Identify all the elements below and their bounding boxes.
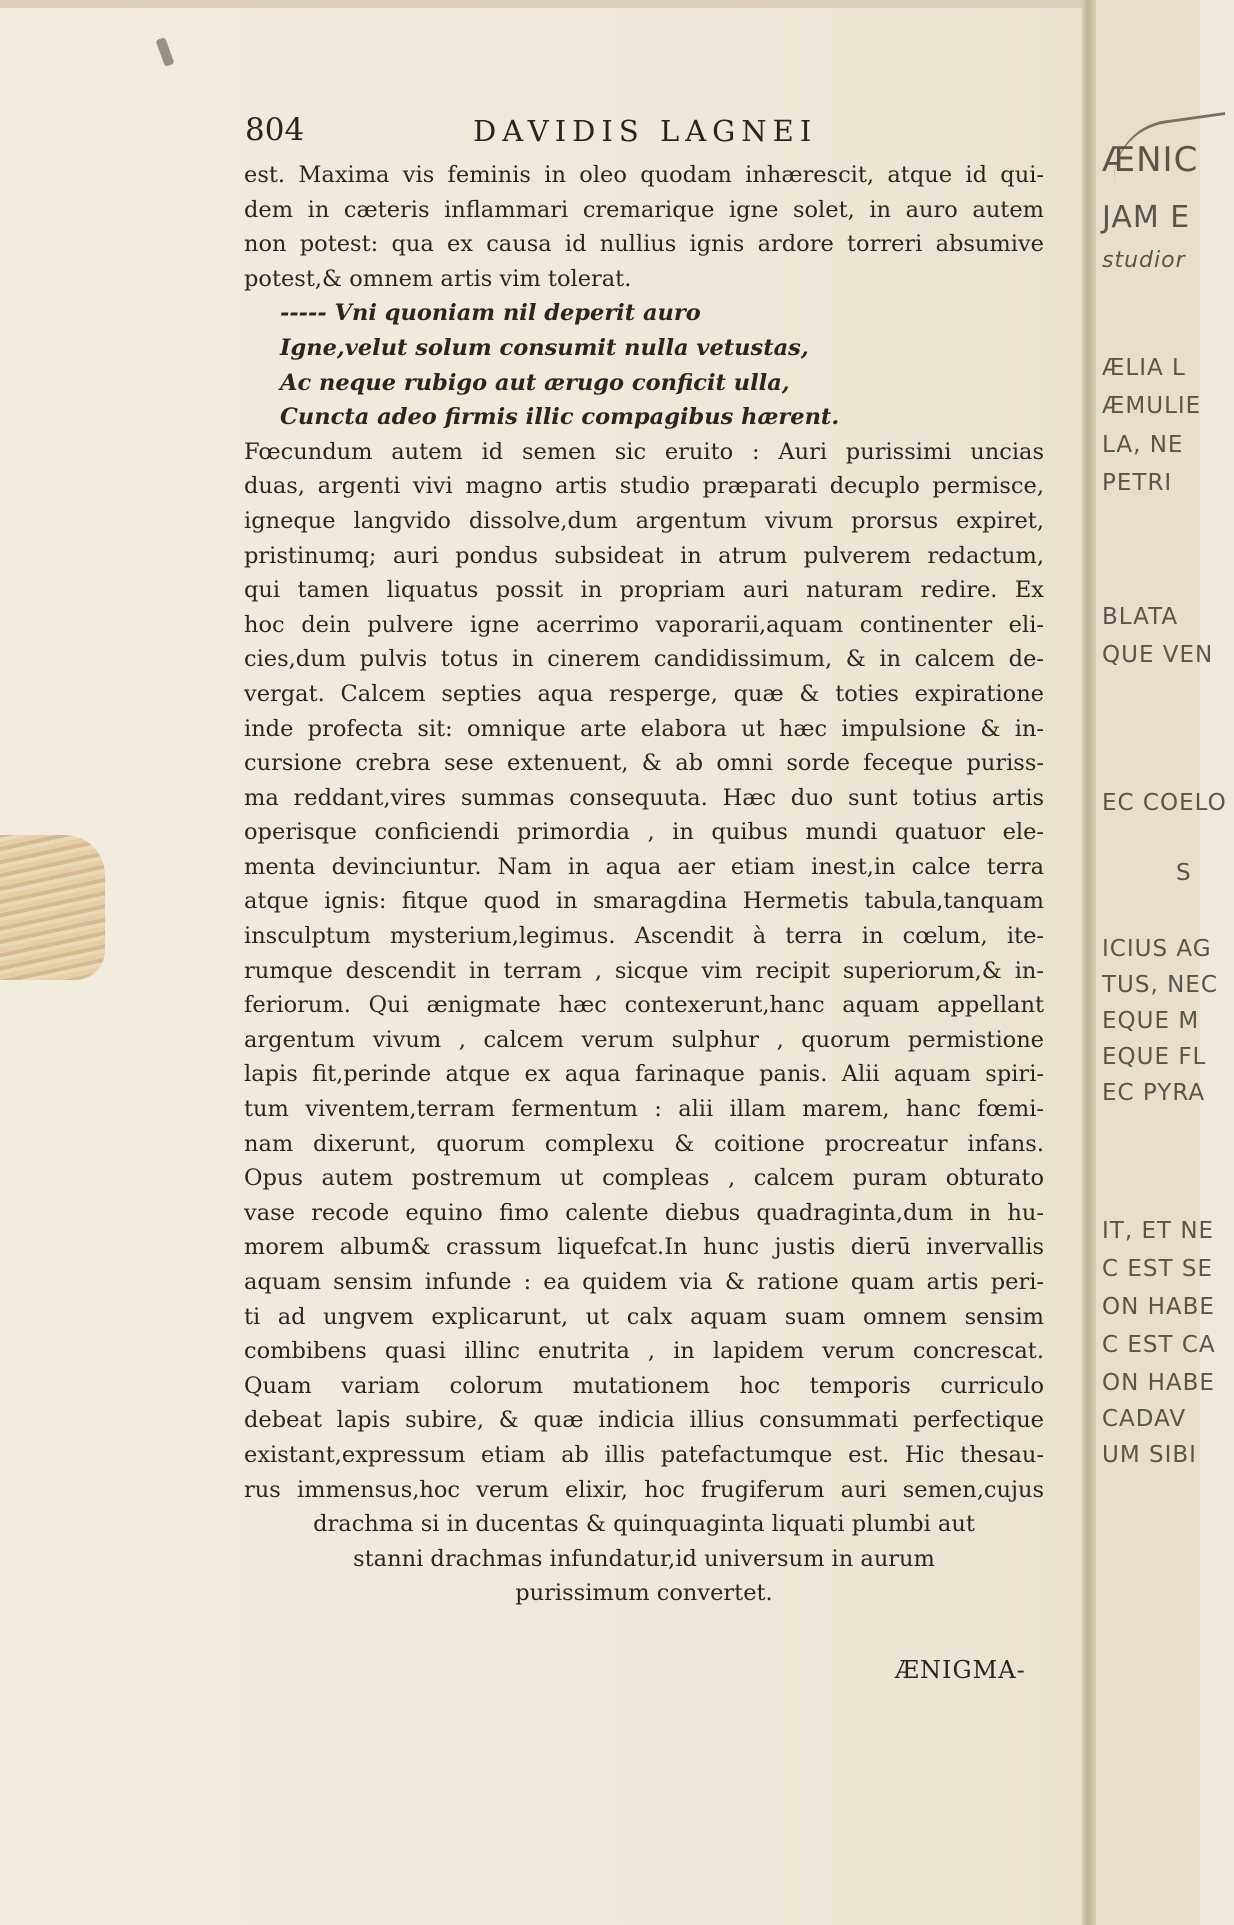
facing-page-line: QUE VEN — [1102, 642, 1214, 668]
running-head: DAVIDIS LAGNEI — [473, 114, 818, 148]
text-line: vase recode equino fimo calente diebus quadraginta,dum in hu- — [244, 1199, 1044, 1226]
text-line: Quam variam colorum mutationem hoc temporis curriculo — [244, 1372, 1044, 1399]
facing-page-line: PETRI — [1102, 470, 1173, 496]
verse-line: Cuncta adeo firmis illic compagibus hærent. — [280, 404, 840, 431]
facing-page-line: ON HABE — [1102, 1370, 1215, 1396]
facing-page-line: ICIUS AG — [1102, 936, 1212, 962]
text-line: nam dixerunt, quorum complexu & coitione procreatur infans. — [244, 1130, 1044, 1157]
text-line: est. Maxima vis feminis in oleo quodam inhærescit, atque id qui- — [244, 162, 1044, 188]
paper-bookmark — [0, 835, 105, 980]
facing-page-line: UM SIBI — [1102, 1442, 1197, 1468]
text-line: menta devinciuntur. Nam in aqua aer etiam inest,in calce terra — [244, 853, 1044, 880]
text-line: vergat. Calcem septies aqua resperge, quæ & toties expiratione — [244, 680, 1044, 707]
text-line: aquam sensim infunde : ea quidem via & ratione quam artis peri- — [244, 1269, 1044, 1295]
text-line: tum viventem,terram fermentum : alii illam marem, hanc fœmi- — [244, 1096, 1044, 1123]
text-line: dem in cæteris inflammari cremarique igne solet, in auro autem — [244, 196, 1044, 223]
page-header — [245, 112, 1045, 154]
catchword: ÆNIGMA- — [895, 1656, 1026, 1684]
text-line: drachma si in ducentas & quinquaginta liquati plumbi aut — [313, 1511, 975, 1538]
text-line: Fœcundum autem id semen sic eruito : Auri purissimi uncias — [244, 438, 1044, 465]
page-number: 804 — [245, 112, 305, 148]
text-line: operisque conficiendi primordia , in quibus mundi quatuor ele- — [244, 819, 1044, 846]
facing-page-line: EC COELO — [1102, 790, 1227, 816]
facing-page — [1096, 0, 1227, 1925]
text-line: rus immensus,hoc verum elixir, hoc frugiferum auri semen,cujus — [244, 1476, 1044, 1503]
text-line: lapis fit,perinde atque ex aqua farinaque panis. Alii aquam spiri- — [244, 1061, 1044, 1088]
text-line: existant,expressum etiam ab illis patefactumque est. Hic thesau- — [244, 1441, 1044, 1468]
text-line: argentum vivum , calcem verum sulphur , quorum permistione — [244, 1026, 1044, 1053]
text-line: ti ad ungvem explicarunt, ut calx aquam suam omnem sensim — [244, 1303, 1044, 1330]
text-line: igneque langvido dissolve,dum argentum vivum prorsus expiret, — [244, 507, 1044, 534]
top-edge — [0, 0, 1200, 8]
facing-page-line: ÆMULIE — [1102, 393, 1202, 419]
text-line: pristinumq; auri pondus subsideat in atrum pulverem redactum, — [244, 542, 1044, 569]
text-line: atque ignis: fitque quod in smaragdina Hermetis tabula,tanquam — [244, 888, 1044, 915]
facing-page-line: ÆLIA L — [1102, 355, 1186, 381]
text-line: inde profecta sit: omnique arte elabora ut hæc impulsione & in- — [244, 715, 1044, 742]
text-line: Opus autem postremum ut compleas , calcem puram obturato — [244, 1165, 1044, 1192]
facing-page-line: LA, NE — [1102, 432, 1184, 458]
facing-page-line: EQUE M — [1102, 1008, 1200, 1034]
text-line: purissimum convertet. — [515, 1580, 773, 1607]
text-line: rumque descendit in terram , sicque vim recipit superiorum,& in- — [244, 957, 1044, 984]
verse-line: Igne,velut solum consumit nulla vetustas, — [280, 334, 809, 361]
text-line: debeat lapis subire, & quæ indicia illius consummati perfectique — [244, 1407, 1044, 1434]
text-line: stanni drachmas infundatur,id universum in aurum — [353, 1545, 935, 1572]
text-line: combibens quasi illinc enutrita , in lapidem verum concrescat. — [244, 1338, 1044, 1365]
verse-line: ----- Vni quoniam nil deperit auro — [280, 300, 701, 327]
facing-page-line: EQUE FL — [1102, 1044, 1207, 1070]
facing-page-line: TUS, NEC — [1102, 972, 1218, 998]
facing-page-line: C EST SE — [1102, 1256, 1213, 1282]
text-line: insculptum mysterium,legimus. Ascendit à terra in cœlum, ite- — [244, 923, 1044, 950]
text-line: non potest: qua ex causa id nullius ignis ardore torreri absumive — [244, 231, 1044, 258]
facing-page-line: ÆNIC — [1102, 140, 1199, 180]
facing-page-line: EC PYRA — [1102, 1080, 1206, 1106]
facing-page-line: S — [1176, 860, 1192, 886]
facing-page-line: studior — [1102, 248, 1186, 273]
text-line: duas, argenti vivi magno artis studio præparati decuplo permisce, — [244, 473, 1044, 500]
verse-line: Ac neque rubigo aut ærugo conficit ulla, — [280, 369, 790, 396]
facing-page-line: BLATA — [1102, 604, 1179, 630]
text-line: ma reddant,vires summas consequuta. Hæc duo sunt totius artis — [244, 784, 1044, 811]
book-gutter — [1082, 0, 1096, 1925]
facing-page-line: IT, ET NE — [1102, 1218, 1215, 1244]
text-line: feriorum. Qui ænigmate hæc contexerunt,hanc aquam appellant — [244, 992, 1044, 1019]
text-line: qui tamen liquatus possit in propriam auri naturam redire. Ex — [244, 577, 1044, 604]
facing-page-line: ON HABE — [1102, 1294, 1215, 1320]
facing-page-line: C EST CA — [1102, 1332, 1216, 1358]
text-line: cursione crebra sese extenuent, & ab omni sorde feceque puriss- — [244, 750, 1044, 777]
facing-page-line: CADAV — [1102, 1406, 1187, 1432]
body-text — [244, 158, 1044, 1611]
text-line: hoc dein pulvere igne acerrimo vaporarii,aquam continenter eli- — [244, 611, 1044, 638]
facing-page-line: JAM E — [1102, 200, 1191, 235]
text-line: cies,dum pulvis totus in cinerem candidissimum, & in calcem de- — [244, 646, 1044, 673]
text-line: potest,& omnem artis vim tolerat. — [244, 265, 632, 292]
text-line: morem album& crassum liquefcat.In hunc justis dierū invervallis — [244, 1234, 1044, 1261]
